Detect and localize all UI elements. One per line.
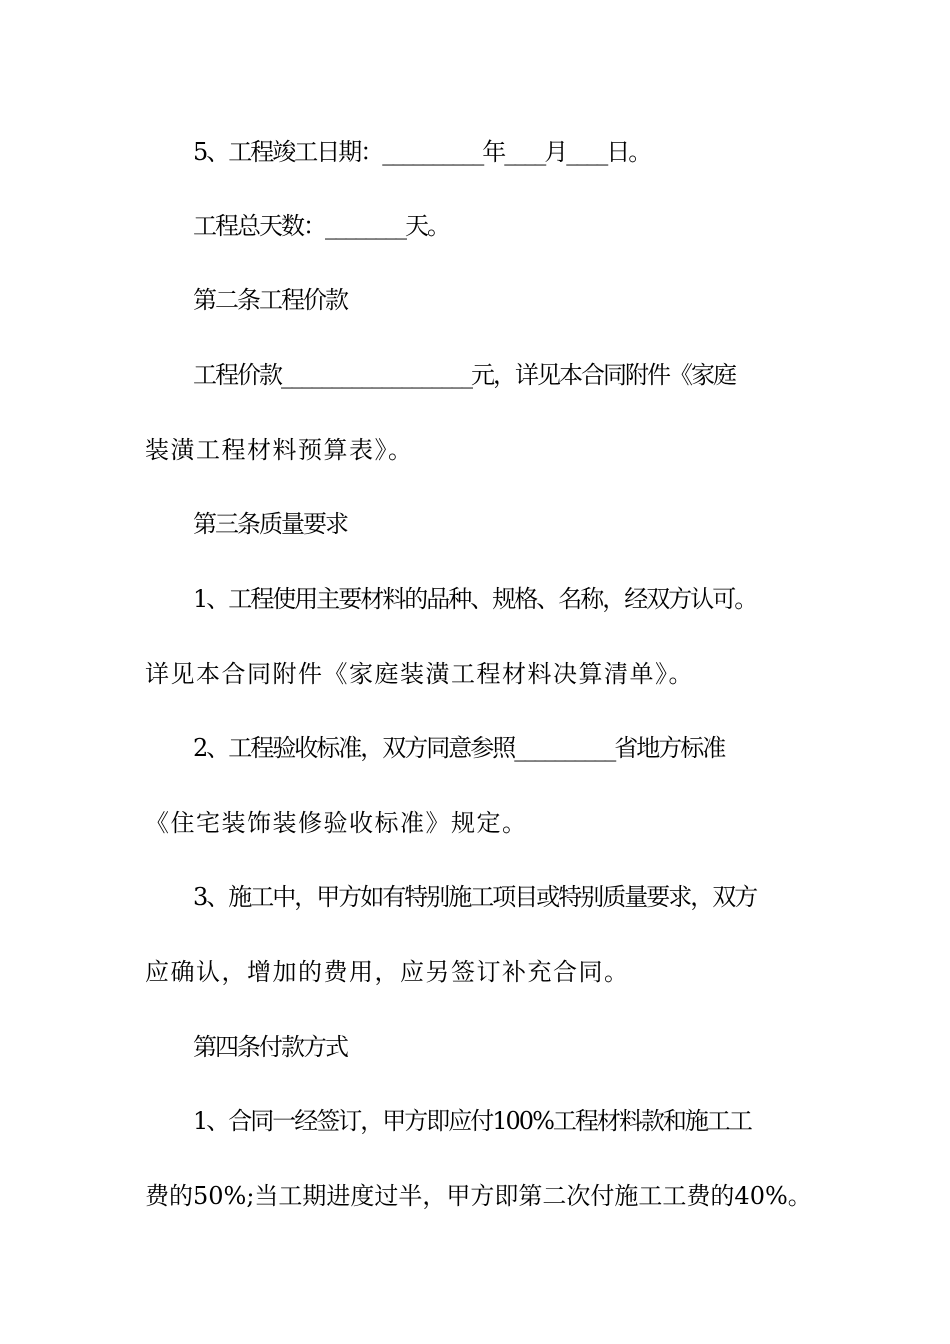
total-days-line: 工程总天数：________天。 bbox=[193, 212, 449, 240]
quality-item-3-cont: 应确认，增加的费用，应另签订补充合同。 bbox=[145, 958, 630, 986]
payment-item-1: 1、合同一经签订，甲方即应付100%工程材料款和施工工 bbox=[193, 1107, 751, 1135]
article-four-heading: 第四条付款方式 bbox=[193, 1033, 347, 1061]
project-price-line: 工程价款___________________元，详见本合同附件《家庭 bbox=[193, 361, 735, 389]
project-price-line-cont: 装潢工程材料预算表》。 bbox=[145, 436, 414, 464]
article-two-heading: 第二条工程价款 bbox=[193, 286, 347, 314]
quality-item-3: 3、施工中，甲方如有特别施工项目或特别质量要求，双方 bbox=[193, 883, 757, 911]
payment-item-1-cont: 费的50%;当工期进度过半，甲方即第二次付施工工费的40%。 bbox=[145, 1182, 812, 1210]
quality-item-1-cont: 详见本合同附件《家庭装潢工程材料决算清单》。 bbox=[145, 660, 694, 688]
quality-item-2: 2、工程验收标准，双方同意参照__________省地方标准 bbox=[193, 734, 725, 762]
quality-item-1: 1、工程使用主要材料的品种、规格、名称，经双方认可。 bbox=[193, 585, 757, 613]
completion-date-line: 5、工程竣工日期：__________年____月____日。 bbox=[193, 138, 651, 166]
article-three-heading: 第三条质量要求 bbox=[193, 510, 347, 538]
quality-item-2-cont: 《住宅装饰装修验收标准》规定。 bbox=[145, 809, 528, 837]
